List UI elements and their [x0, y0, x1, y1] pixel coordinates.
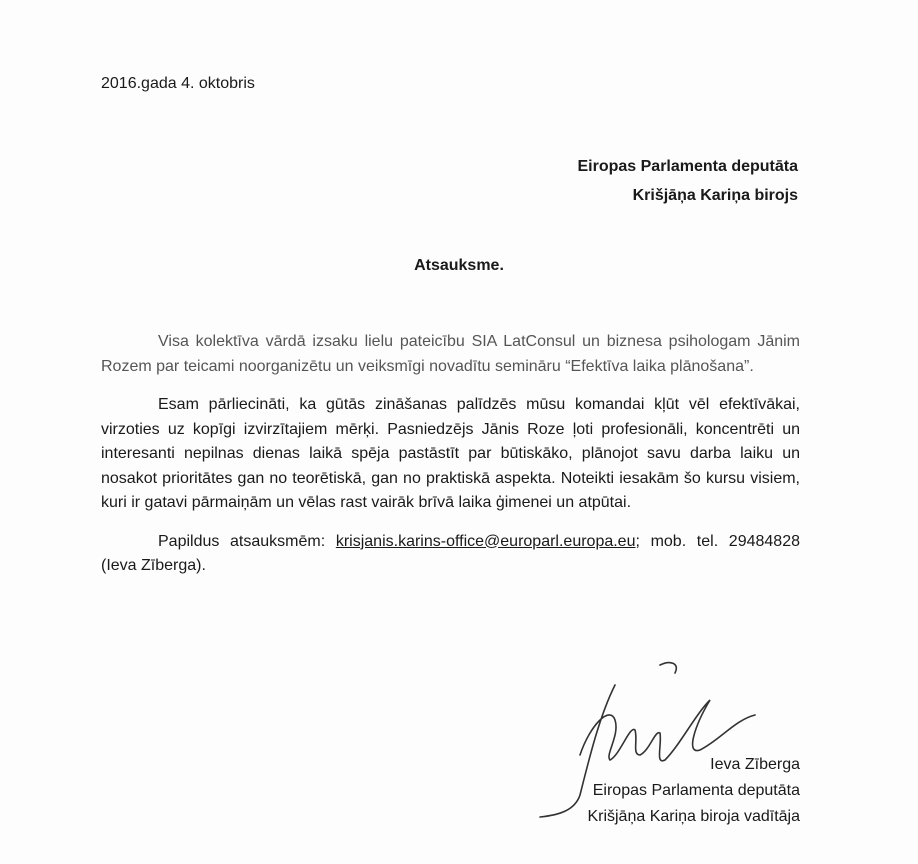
email-link[interactable]: krisjanis.karins-office@europarl.europa.eu — [335, 532, 636, 550]
contact-prefix: Papildus atsauksmēm: — [158, 532, 336, 550]
letter-body — [101, 330, 800, 593]
paragraph-3 — [101, 530, 800, 579]
letter-heading: Atsauksme. — [414, 257, 504, 274]
paragraph-1: Visa kolektīva vārdā izsaku lielu pateicību SIA LatConsul un biznesa psihologam Jānim Rozem par teicami noorganizētu un veiksmīgi novadītu semināru “Efektīva laika plānošana”. — [101, 333, 800, 375]
letter-date: 2016.gada 4. oktobris — [101, 75, 255, 92]
paragraph-2: Esam pārliecināti, ka gūtās zināšanas palīdzēs mūsu komandai kļūt vēl efektīvākai, virzoties uz kopīgi izvirzītajiem mērķi. Pasniedzējs Jānis Roze ļoti profesionāli, koncentrēti un interesanti nepilnas dienas laikā spēja pastāstīt par būtiskāko, plānojot savu darba laiku un nosakot prioritātes gan no teorētiskā, gan no praktiskā aspekta. Noteikti iesakām šo kursu visiem, kuri ir gatavi pārmaiņām un vēlas rast vairāk brīvā laika ģimenei un atpūtai. — [101, 396, 800, 511]
signer-block — [587, 752, 800, 830]
contact-suffix: ; mob. tel. 29484828 (Ieva Zīberga). — [101, 532, 800, 574]
signer-title-2: Krišjāņa Kariņa biroja vadītāja — [587, 808, 800, 825]
signer-name: Ieva Zīberga — [710, 756, 800, 773]
signer-title-1: Eiropas Parlamenta deputāta — [592, 782, 800, 799]
recipient-line-1: Eiropas Parlamenta deputāta — [577, 158, 798, 175]
recipient-line-2: Krišjāņa Kariņa birojs — [632, 187, 798, 204]
recipient-block — [577, 152, 798, 210]
